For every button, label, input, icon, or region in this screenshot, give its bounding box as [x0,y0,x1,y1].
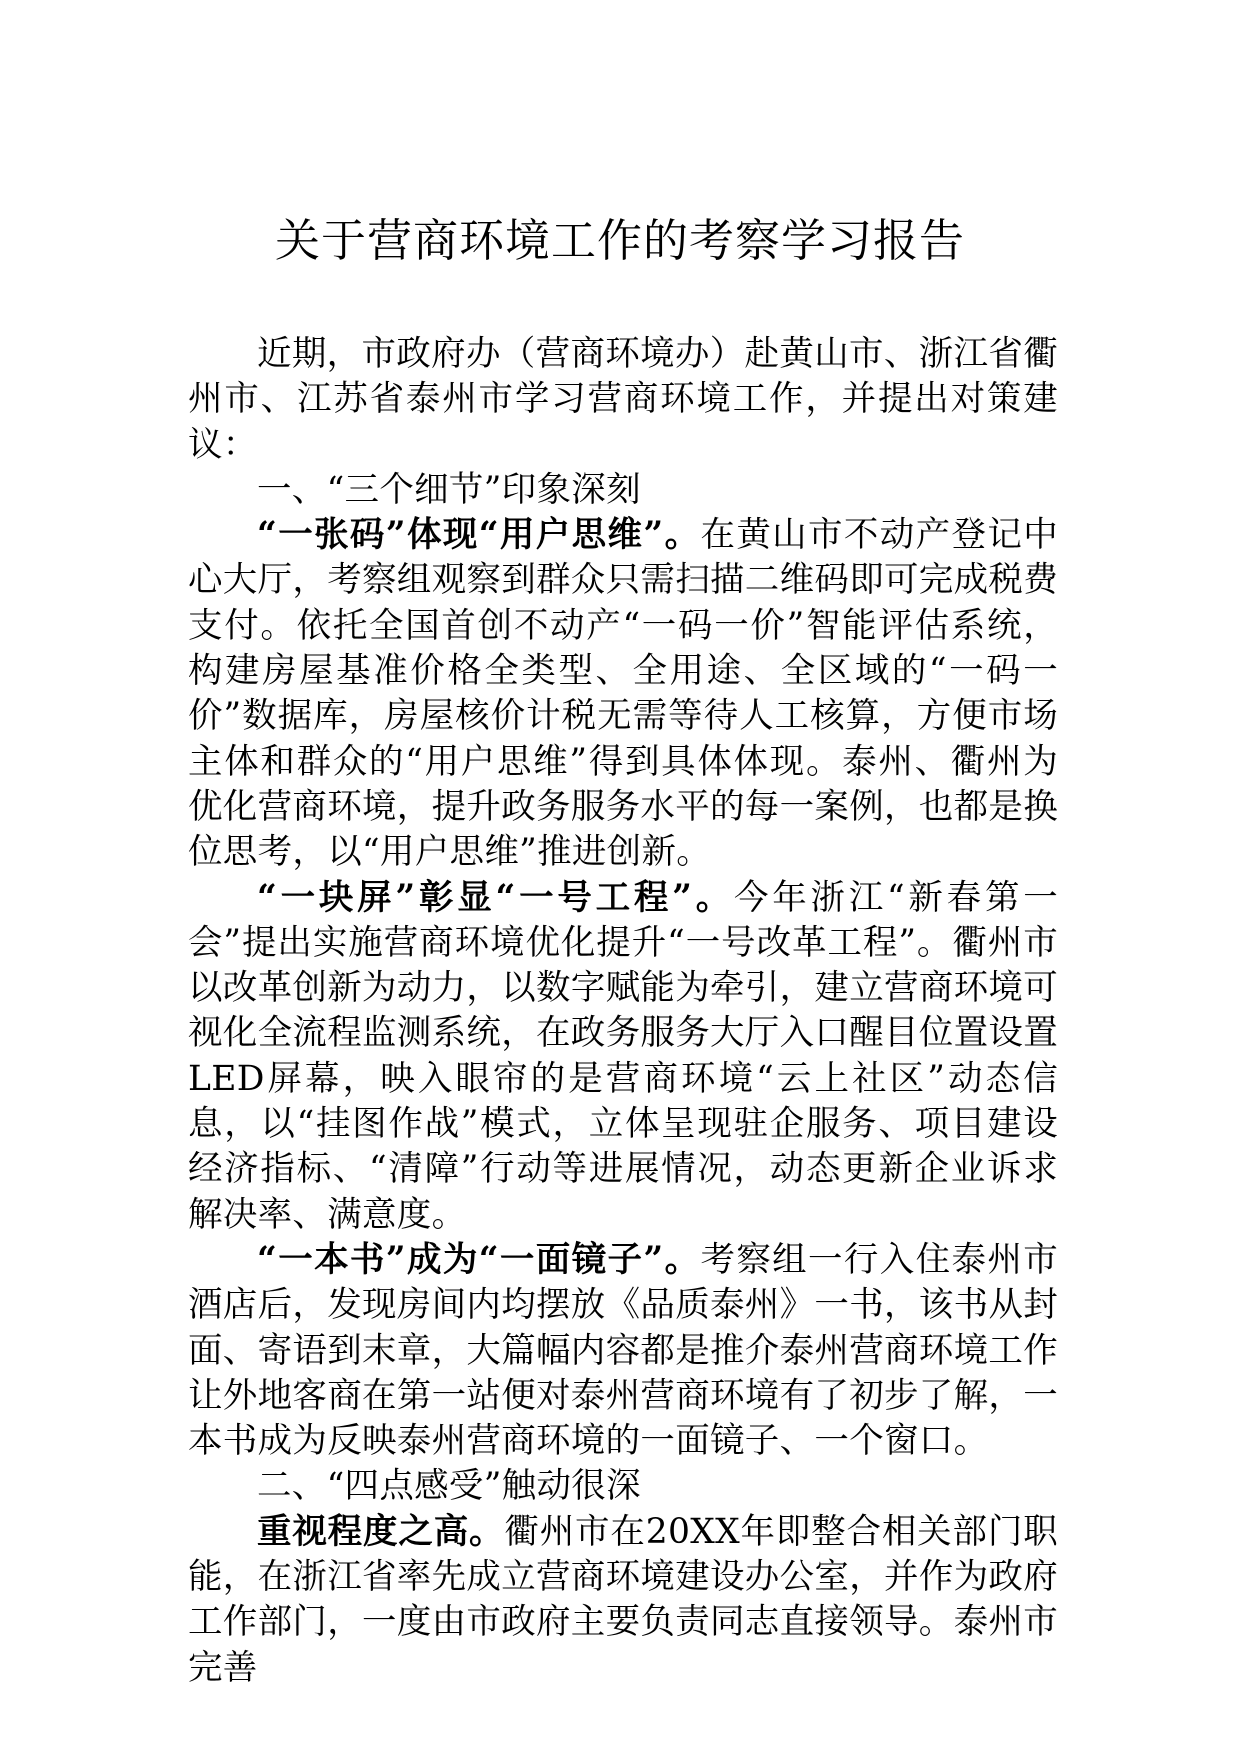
section-1-heading: 一、“三个细节”印象深刻 [257,469,641,510]
paragraph-lead: “一块屏”彰显“一号工程”。 [257,877,734,918]
section-2-heading: 二、“四点感受”触动很深 [257,1466,641,1507]
section-2-paragraph-1 [188,1510,1058,1691]
section-1-paragraph-2 [188,876,1058,1238]
intro-paragraph: 近期，市政府办（营商环境办）赴黄山市、浙江省衢州市、江苏省泰州市学习营商环境工作，并提出对策建议： [188,334,1058,465]
document-body [188,332,1058,1691]
paragraph-lead: “一张码”体现“用户思维”。 [257,515,701,556]
section-1-paragraph-3 [188,1238,1058,1464]
paragraph-text: 衢州市在20XX年即整合相关部门职能，在浙江省率先成立营商环境建设办公室，并作为政府工作部门，一度由市政府主要负责同志直接领导。泰州市完善 [188,1511,1058,1688]
paragraph-lead: “一本书”成为“一面镜子”。 [257,1239,701,1280]
paragraph-text: 考察组一行入住泰州市酒店后，发现房间内均摆放《品质泰州》一书，该书从封面、寄语到末章，大篇幅内容都是推介泰州营商环境工作让外地客商在第一站便对泰州营商环境有了初步了解，一本书成为反映泰州营商环境的一面镜子、一个窗口。 [188,1239,1059,1462]
paragraph-lead: 重视程度之高。 [257,1511,505,1552]
paragraph-text: 今年浙江“新春第一会”提出实施营商环境优化提升“一号改革工程”。衢州市以改革创新为动力，以数字赋能为牵引，建立营商环境可视化全流程监测系统，在政务服务大厅入口醒目位置设置LED屏幕，映入眼帘的是营商环境“云上社区”动态信息，以“挂图作战”模式，立体呈现驻企服务、项目建设经济指标、“清障”行动等进展情况，动态更新企业诉求解决率、满意度。 [188,877,1059,1235]
paragraph-text: 在黄山市不动产登记中心大厅，考察组观察到群众只需扫描二维码即可完成税费支付。依托全国首创不动产“一码一价”智能评估系统，构建房屋基准价格全类型、全用途、全区域的“一码一价”数据库，房屋核价计税无需等待人工核算，方便市场主体和群众的“用户思维”得到具体体现。泰州、衢州为优化营商环境，提升政务服务水平的每一案例，也都是换位思考，以“用户思维”推进创新。 [188,515,1059,873]
section-1-paragraph-1 [188,513,1058,875]
document-title: 关于营商环境工作的考察学习报告 [274,214,965,267]
